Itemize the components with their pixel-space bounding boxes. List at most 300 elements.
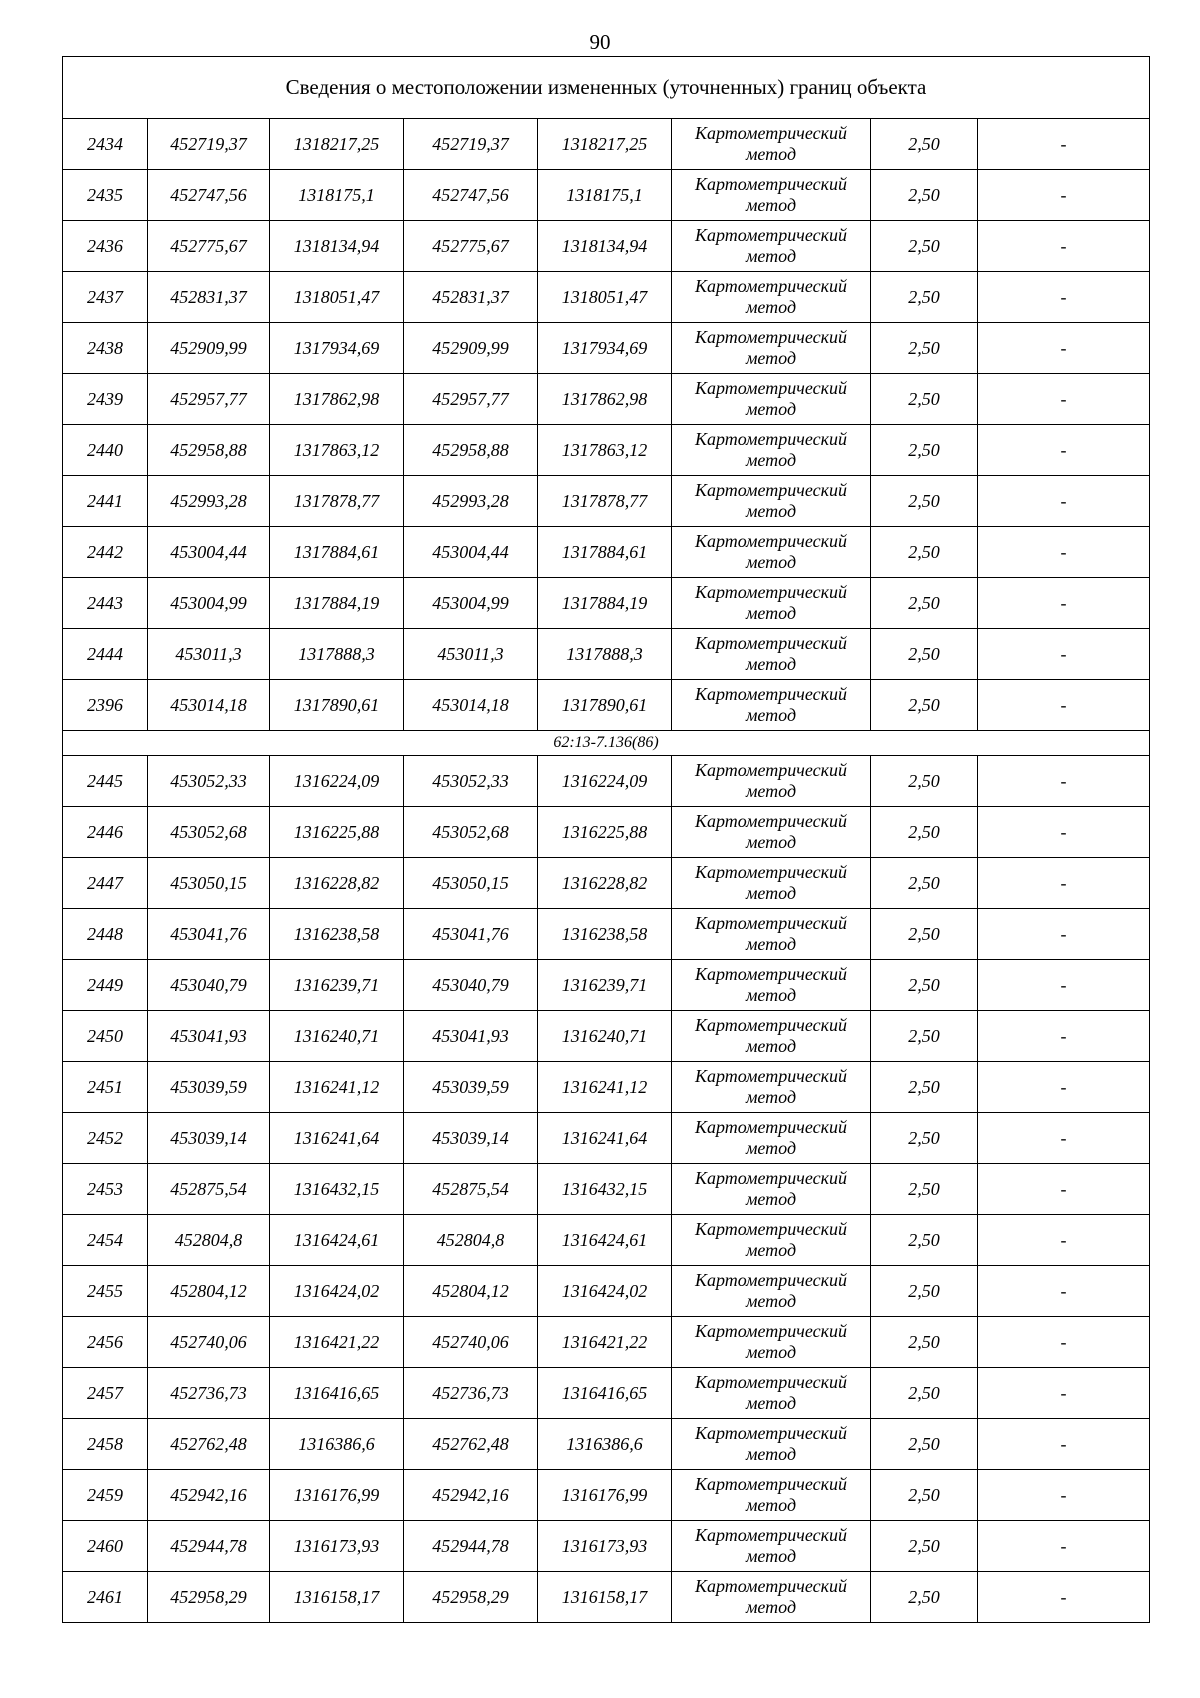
- method-line-2: метод: [745, 705, 797, 725]
- y-refined-cell: 1316224,09: [538, 756, 672, 807]
- x-existing-cell: 452804,12: [148, 1266, 270, 1317]
- table-row: [63, 1215, 1150, 1266]
- x-existing-cell: 452958,29: [148, 1572, 270, 1623]
- page-number: 90: [589, 30, 611, 54]
- x-existing-cell: 452736,73: [148, 1368, 270, 1419]
- x-existing-cell: 453039,59: [148, 1062, 270, 1113]
- x-refined-cell: 453040,79: [404, 960, 538, 1011]
- method-line-2: метод: [745, 399, 797, 419]
- method-line-1: Картометрический: [694, 327, 847, 347]
- x-refined-cell: 452747,56: [404, 170, 538, 221]
- y-refined-cell: 1316386,6: [538, 1419, 672, 1470]
- note-cell: -: [978, 1164, 1150, 1215]
- x-refined-cell: 452719,37: [404, 119, 538, 170]
- method-line-1: Картометрический: [694, 123, 847, 143]
- point-number-cell: 2447: [63, 858, 148, 909]
- x-existing-cell: 452993,28: [148, 476, 270, 527]
- point-number-cell: 2452: [63, 1113, 148, 1164]
- method-line-2: метод: [745, 144, 797, 164]
- method-line-1: Картометрический: [694, 582, 847, 602]
- method-cell: [672, 1419, 871, 1470]
- x-existing-cell: 453052,33: [148, 756, 270, 807]
- method-cell: [672, 221, 871, 272]
- y-existing-cell: 1318134,94: [270, 221, 404, 272]
- method-line-1: Картометрический: [694, 480, 847, 500]
- y-refined-cell: 1317878,77: [538, 476, 672, 527]
- x-refined-cell: 453052,33: [404, 756, 538, 807]
- method-line-1: Картометрический: [694, 862, 847, 882]
- accuracy-cell: 2,50: [871, 960, 978, 1011]
- method-line-1: Картометрический: [694, 1270, 847, 1290]
- method-line-1: Картометрический: [694, 1525, 847, 1545]
- y-existing-cell: 1316386,6: [270, 1419, 404, 1470]
- point-number-cell: 2455: [63, 1266, 148, 1317]
- point-number-cell: 2448: [63, 909, 148, 960]
- table-row: [63, 221, 1150, 272]
- y-existing-cell: 1317884,61: [270, 527, 404, 578]
- y-refined-cell: 1316424,61: [538, 1215, 672, 1266]
- method-cell: [672, 1521, 871, 1572]
- accuracy-cell: 2,50: [871, 527, 978, 578]
- y-existing-cell: 1316228,82: [270, 858, 404, 909]
- point-number-cell: 2451: [63, 1062, 148, 1113]
- method-line-2: метод: [745, 1189, 797, 1209]
- y-refined-cell: 1317884,61: [538, 527, 672, 578]
- x-refined-cell: 452993,28: [404, 476, 538, 527]
- y-existing-cell: 1316225,88: [270, 807, 404, 858]
- note-cell: -: [978, 1419, 1150, 1470]
- point-number-cell: 2446: [63, 807, 148, 858]
- accuracy-cell: 2,50: [871, 1113, 978, 1164]
- method-cell: [672, 1470, 871, 1521]
- method-line-2: метод: [745, 883, 797, 903]
- table-row: [63, 1113, 1150, 1164]
- accuracy-cell: 2,50: [871, 1215, 978, 1266]
- table-title: Сведения о местоположении измененных (уточненных) границ объекта: [63, 57, 1150, 119]
- x-refined-cell: 453041,93: [404, 1011, 538, 1062]
- note-cell: -: [978, 680, 1150, 731]
- method-line-2: метод: [745, 552, 797, 572]
- point-number-cell: 2457: [63, 1368, 148, 1419]
- table-row: [63, 119, 1150, 170]
- y-existing-cell: 1317934,69: [270, 323, 404, 374]
- y-refined-cell: 1316424,02: [538, 1266, 672, 1317]
- method-cell: [672, 680, 871, 731]
- x-refined-cell: 452831,37: [404, 272, 538, 323]
- method-line-1: Картометрический: [694, 1474, 847, 1494]
- method-cell: [672, 1572, 871, 1623]
- x-refined-cell: 452775,67: [404, 221, 538, 272]
- note-cell: -: [978, 119, 1150, 170]
- accuracy-cell: 2,50: [871, 1266, 978, 1317]
- method-line-1: Картометрический: [694, 1066, 847, 1086]
- method-line-1: Картометрический: [694, 1015, 847, 1035]
- x-refined-cell: 452909,99: [404, 323, 538, 374]
- table-row: [63, 807, 1150, 858]
- table-row: [63, 1521, 1150, 1572]
- table-row: [63, 425, 1150, 476]
- table-row: [63, 680, 1150, 731]
- method-line-1: Картометрический: [694, 378, 847, 398]
- x-existing-cell: 452944,78: [148, 1521, 270, 1572]
- y-existing-cell: 1317890,61: [270, 680, 404, 731]
- method-line-1: Картометрический: [694, 1168, 847, 1188]
- x-refined-cell: 452804,12: [404, 1266, 538, 1317]
- point-number-cell: 2450: [63, 1011, 148, 1062]
- y-refined-cell: 1316432,15: [538, 1164, 672, 1215]
- accuracy-cell: 2,50: [871, 170, 978, 221]
- accuracy-cell: 2,50: [871, 221, 978, 272]
- method-line-2: метод: [745, 450, 797, 470]
- coordinates-table: [62, 56, 1150, 1623]
- method-cell: [672, 756, 871, 807]
- y-refined-cell: 1316241,64: [538, 1113, 672, 1164]
- note-cell: -: [978, 960, 1150, 1011]
- point-number-cell: 2437: [63, 272, 148, 323]
- accuracy-cell: 2,50: [871, 807, 978, 858]
- y-refined-cell: 1316241,12: [538, 1062, 672, 1113]
- y-existing-cell: 1316424,61: [270, 1215, 404, 1266]
- method-line-2: метод: [745, 297, 797, 317]
- note-cell: -: [978, 323, 1150, 374]
- y-refined-cell: 1316416,65: [538, 1368, 672, 1419]
- method-line-1: Картометрический: [694, 811, 847, 831]
- x-existing-cell: 452740,06: [148, 1317, 270, 1368]
- y-existing-cell: 1316239,71: [270, 960, 404, 1011]
- method-line-1: Картометрический: [694, 760, 847, 780]
- accuracy-cell: 2,50: [871, 425, 978, 476]
- note-cell: -: [978, 1521, 1150, 1572]
- method-line-1: Картометрический: [694, 174, 847, 194]
- x-existing-cell: 452719,37: [148, 119, 270, 170]
- method-line-2: метод: [745, 1342, 797, 1362]
- method-cell: [672, 1062, 871, 1113]
- x-refined-cell: 452957,77: [404, 374, 538, 425]
- method-cell: [672, 909, 871, 960]
- y-existing-cell: 1318175,1: [270, 170, 404, 221]
- accuracy-cell: 2,50: [871, 909, 978, 960]
- method-cell: [672, 960, 871, 1011]
- table-row: [63, 909, 1150, 960]
- method-cell: [672, 1011, 871, 1062]
- point-number-cell: 2458: [63, 1419, 148, 1470]
- table-row: [63, 476, 1150, 527]
- table-row: [63, 858, 1150, 909]
- method-line-2: метод: [745, 832, 797, 852]
- x-existing-cell: 452942,16: [148, 1470, 270, 1521]
- y-refined-cell: 1317863,12: [538, 425, 672, 476]
- table-row: [63, 578, 1150, 629]
- table-row: [63, 1419, 1150, 1470]
- note-cell: -: [978, 527, 1150, 578]
- y-existing-cell: 1317888,3: [270, 629, 404, 680]
- x-existing-cell: 453004,99: [148, 578, 270, 629]
- table-row: [63, 527, 1150, 578]
- method-line-1: Картометрический: [694, 964, 847, 984]
- x-existing-cell: 453004,44: [148, 527, 270, 578]
- method-line-2: метод: [745, 603, 797, 623]
- method-line-1: Картометрический: [694, 633, 847, 653]
- method-cell: [672, 323, 871, 374]
- method-cell: [672, 858, 871, 909]
- note-cell: -: [978, 1011, 1150, 1062]
- x-existing-cell: 453041,76: [148, 909, 270, 960]
- x-existing-cell: 453014,18: [148, 680, 270, 731]
- accuracy-cell: 2,50: [871, 119, 978, 170]
- method-line-2: метод: [745, 1291, 797, 1311]
- y-existing-cell: 1317884,19: [270, 578, 404, 629]
- y-refined-cell: 1316225,88: [538, 807, 672, 858]
- y-refined-cell: 1318175,1: [538, 170, 672, 221]
- x-existing-cell: 452831,37: [148, 272, 270, 323]
- method-cell: [672, 170, 871, 221]
- note-cell: -: [978, 909, 1150, 960]
- method-line-1: Картометрический: [694, 1219, 847, 1239]
- method-cell: [672, 1317, 871, 1368]
- x-existing-cell: 453041,93: [148, 1011, 270, 1062]
- method-line-2: метод: [745, 985, 797, 1005]
- method-line-2: метод: [745, 781, 797, 801]
- y-existing-cell: 1317878,77: [270, 476, 404, 527]
- accuracy-cell: 2,50: [871, 1317, 978, 1368]
- accuracy-cell: 2,50: [871, 1470, 978, 1521]
- method-line-2: метод: [745, 1546, 797, 1566]
- method-line-2: метод: [745, 1597, 797, 1617]
- x-existing-cell: 453039,14: [148, 1113, 270, 1164]
- point-number-cell: 2460: [63, 1521, 148, 1572]
- y-existing-cell: 1316421,22: [270, 1317, 404, 1368]
- x-refined-cell: 453039,59: [404, 1062, 538, 1113]
- note-cell: -: [978, 756, 1150, 807]
- y-existing-cell: 1316176,99: [270, 1470, 404, 1521]
- note-cell: -: [978, 1368, 1150, 1419]
- method-line-2: метод: [745, 654, 797, 674]
- table-row: [63, 629, 1150, 680]
- accuracy-cell: 2,50: [871, 374, 978, 425]
- method-line-1: Картометрический: [694, 1117, 847, 1137]
- table-row: [63, 323, 1150, 374]
- method-line-1: Картометрический: [694, 1576, 847, 1596]
- x-existing-cell: 453011,3: [148, 629, 270, 680]
- y-existing-cell: 1316224,09: [270, 756, 404, 807]
- section-row: [63, 731, 1150, 756]
- note-cell: -: [978, 1572, 1150, 1623]
- method-line-2: метод: [745, 501, 797, 521]
- x-refined-cell: 453050,15: [404, 858, 538, 909]
- y-existing-cell: 1317863,12: [270, 425, 404, 476]
- method-line-2: метод: [745, 246, 797, 266]
- y-refined-cell: 1317888,3: [538, 629, 672, 680]
- accuracy-cell: 2,50: [871, 858, 978, 909]
- y-existing-cell: 1318217,25: [270, 119, 404, 170]
- x-existing-cell: 452762,48: [148, 1419, 270, 1470]
- x-existing-cell: 452804,8: [148, 1215, 270, 1266]
- accuracy-cell: 2,50: [871, 1062, 978, 1113]
- table-row: [63, 1164, 1150, 1215]
- point-number-cell: 2435: [63, 170, 148, 221]
- method-line-1: Картометрический: [694, 225, 847, 245]
- note-cell: -: [978, 476, 1150, 527]
- y-refined-cell: 1316158,17: [538, 1572, 672, 1623]
- note-cell: -: [978, 807, 1150, 858]
- method-cell: [672, 1266, 871, 1317]
- method-cell: [672, 1164, 871, 1215]
- point-number-cell: 2445: [63, 756, 148, 807]
- point-number-cell: 2396: [63, 680, 148, 731]
- table-row: [63, 170, 1150, 221]
- note-cell: -: [978, 1215, 1150, 1266]
- y-refined-cell: 1318051,47: [538, 272, 672, 323]
- y-existing-cell: 1317862,98: [270, 374, 404, 425]
- table-row: [63, 1062, 1150, 1113]
- y-refined-cell: 1316239,71: [538, 960, 672, 1011]
- accuracy-cell: 2,50: [871, 1419, 978, 1470]
- point-number-cell: 2439: [63, 374, 148, 425]
- y-existing-cell: 1316424,02: [270, 1266, 404, 1317]
- point-number-cell: 2442: [63, 527, 148, 578]
- accuracy-cell: 2,50: [871, 629, 978, 680]
- y-refined-cell: 1316228,82: [538, 858, 672, 909]
- accuracy-cell: 2,50: [871, 1572, 978, 1623]
- point-number-cell: 2440: [63, 425, 148, 476]
- point-number-cell: 2434: [63, 119, 148, 170]
- note-cell: -: [978, 1113, 1150, 1164]
- table-title-row: [63, 57, 1150, 119]
- table-row: [63, 1266, 1150, 1317]
- method-line-1: Картометрический: [694, 531, 847, 551]
- method-line-2: метод: [745, 195, 797, 215]
- x-refined-cell: 452942,16: [404, 1470, 538, 1521]
- method-cell: [672, 374, 871, 425]
- x-refined-cell: 452875,54: [404, 1164, 538, 1215]
- table-row: [63, 1572, 1150, 1623]
- method-line-2: метод: [745, 1138, 797, 1158]
- x-refined-cell: 452762,48: [404, 1419, 538, 1470]
- method-line-1: Картометрический: [694, 276, 847, 296]
- accuracy-cell: 2,50: [871, 323, 978, 374]
- method-line-2: метод: [745, 348, 797, 368]
- table-row: [63, 1317, 1150, 1368]
- x-existing-cell: 452957,77: [148, 374, 270, 425]
- x-refined-cell: 453014,18: [404, 680, 538, 731]
- table-row: [63, 1368, 1150, 1419]
- accuracy-cell: 2,50: [871, 1011, 978, 1062]
- point-number-cell: 2438: [63, 323, 148, 374]
- y-existing-cell: 1316238,58: [270, 909, 404, 960]
- method-cell: [672, 425, 871, 476]
- x-refined-cell: 452944,78: [404, 1521, 538, 1572]
- method-line-2: метод: [745, 1240, 797, 1260]
- method-line-1: Картометрический: [694, 1423, 847, 1443]
- point-number-cell: 2459: [63, 1470, 148, 1521]
- note-cell: -: [978, 1062, 1150, 1113]
- table-row: [63, 960, 1150, 1011]
- y-refined-cell: 1316238,58: [538, 909, 672, 960]
- x-existing-cell: 452747,56: [148, 170, 270, 221]
- point-number-cell: 2456: [63, 1317, 148, 1368]
- y-existing-cell: 1316416,65: [270, 1368, 404, 1419]
- y-refined-cell: 1317862,98: [538, 374, 672, 425]
- x-refined-cell: 452736,73: [404, 1368, 538, 1419]
- point-number-cell: 2449: [63, 960, 148, 1011]
- accuracy-cell: 2,50: [871, 756, 978, 807]
- x-existing-cell: 452958,88: [148, 425, 270, 476]
- method-cell: [672, 119, 871, 170]
- point-number-cell: 2441: [63, 476, 148, 527]
- note-cell: -: [978, 1470, 1150, 1521]
- table-row: [63, 272, 1150, 323]
- x-existing-cell: 452909,99: [148, 323, 270, 374]
- x-refined-cell: 452958,29: [404, 1572, 538, 1623]
- x-refined-cell: 453004,44: [404, 527, 538, 578]
- y-refined-cell: 1317884,19: [538, 578, 672, 629]
- y-refined-cell: 1317890,61: [538, 680, 672, 731]
- x-existing-cell: 453040,79: [148, 960, 270, 1011]
- note-cell: -: [978, 374, 1150, 425]
- method-line-2: метод: [745, 1036, 797, 1056]
- note-cell: -: [978, 425, 1150, 476]
- method-cell: [672, 629, 871, 680]
- table-row: [63, 1470, 1150, 1521]
- y-refined-cell: 1316421,22: [538, 1317, 672, 1368]
- x-refined-cell: 452740,06: [404, 1317, 538, 1368]
- point-number-cell: 2453: [63, 1164, 148, 1215]
- method-line-2: метод: [745, 934, 797, 954]
- point-number-cell: 2454: [63, 1215, 148, 1266]
- method-line-1: Картометрический: [694, 913, 847, 933]
- point-number-cell: 2436: [63, 221, 148, 272]
- section-label: 62:13-7.136(86): [63, 731, 1150, 756]
- accuracy-cell: 2,50: [871, 272, 978, 323]
- accuracy-cell: 2,50: [871, 1368, 978, 1419]
- x-refined-cell: 452804,8: [404, 1215, 538, 1266]
- note-cell: -: [978, 170, 1150, 221]
- note-cell: -: [978, 858, 1150, 909]
- y-refined-cell: 1316240,71: [538, 1011, 672, 1062]
- note-cell: -: [978, 578, 1150, 629]
- method-cell: [672, 1215, 871, 1266]
- point-number-cell: 2443: [63, 578, 148, 629]
- method-line-2: метод: [745, 1393, 797, 1413]
- method-line-1: Картометрический: [694, 1321, 847, 1341]
- table-body: [63, 57, 1150, 1623]
- point-number-cell: 2461: [63, 1572, 148, 1623]
- y-existing-cell: 1318051,47: [270, 272, 404, 323]
- x-refined-cell: 453004,99: [404, 578, 538, 629]
- x-refined-cell: 453041,76: [404, 909, 538, 960]
- method-line-2: метод: [745, 1444, 797, 1464]
- method-cell: [672, 578, 871, 629]
- y-existing-cell: 1316240,71: [270, 1011, 404, 1062]
- accuracy-cell: 2,50: [871, 680, 978, 731]
- note-cell: -: [978, 221, 1150, 272]
- method-cell: [672, 476, 871, 527]
- x-refined-cell: 453039,14: [404, 1113, 538, 1164]
- x-refined-cell: 452958,88: [404, 425, 538, 476]
- note-cell: -: [978, 1317, 1150, 1368]
- method-line-1: Картометрический: [694, 429, 847, 449]
- y-existing-cell: 1316173,93: [270, 1521, 404, 1572]
- y-refined-cell: 1317934,69: [538, 323, 672, 374]
- y-existing-cell: 1316432,15: [270, 1164, 404, 1215]
- y-refined-cell: 1318134,94: [538, 221, 672, 272]
- x-refined-cell: 453011,3: [404, 629, 538, 680]
- method-cell: [672, 1113, 871, 1164]
- table-row: [63, 374, 1150, 425]
- table-row: [63, 1011, 1150, 1062]
- y-refined-cell: 1318217,25: [538, 119, 672, 170]
- y-existing-cell: 1316241,64: [270, 1113, 404, 1164]
